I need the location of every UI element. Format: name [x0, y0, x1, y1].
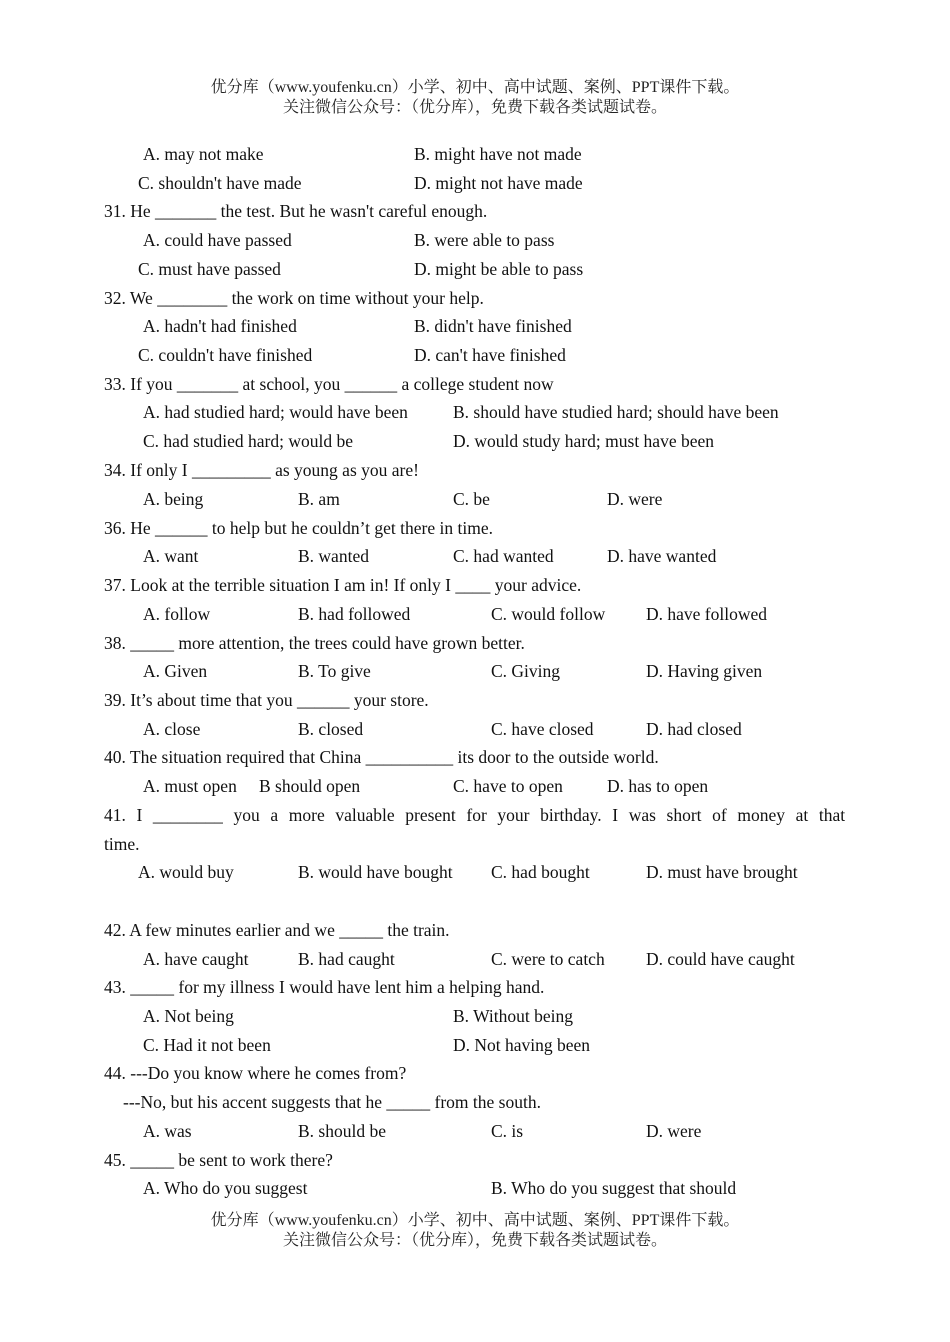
- option-a: A. was: [143, 1121, 192, 1141]
- option-a: A. have caught: [143, 949, 249, 969]
- option-a: A. close: [143, 719, 201, 739]
- option-c: C. be: [453, 489, 490, 509]
- option-c: C. Had it not been: [143, 1035, 271, 1055]
- stem-word: money: [737, 805, 785, 825]
- option-a: A. may not make: [143, 144, 264, 164]
- footer-line-2: 关注微信公众号：（优分库），免费下载各类试题试卷。: [282, 1232, 667, 1249]
- option-c: C. Giving: [491, 661, 561, 681]
- stem-word: birthday.: [540, 805, 602, 825]
- stem-word: more: [288, 805, 325, 825]
- option-d: D. might be able to pass: [414, 259, 584, 279]
- option-b: B. were able to pass: [414, 230, 555, 250]
- stem-word: ________: [152, 805, 223, 825]
- question-stem: 37. Look at the terrible situation I am in! If only I ____ your advice.: [104, 575, 582, 595]
- option-b: B. To give: [298, 661, 371, 681]
- stem-word: was: [628, 805, 656, 825]
- option-c: C. had wanted: [453, 546, 554, 566]
- option-a: A. follow: [143, 604, 211, 624]
- option-b: B. wanted: [298, 546, 369, 566]
- option-b: B. should have studied hard; should have been: [453, 402, 779, 422]
- stem-word: 41.: [104, 805, 126, 825]
- option-d: D. can't have finished: [414, 345, 566, 365]
- option-b: B. am: [298, 489, 340, 509]
- option-d: D. could have caught: [646, 949, 795, 969]
- question-stem: 33. If you _______ at school, you ______ a college student now: [104, 374, 554, 394]
- question-stem-reply: ---No, but his accent suggests that he _____ from the south.: [123, 1092, 541, 1112]
- option-b: B. had caught: [298, 949, 395, 969]
- stem-word: valuable: [335, 805, 395, 825]
- option-c: C. had studied hard; would be: [143, 431, 353, 451]
- option-c: C. is: [491, 1121, 524, 1141]
- option-b: B should open: [259, 776, 361, 796]
- question-stem: 40. The situation required that China __________ its door to the outside world.: [104, 747, 659, 767]
- option-d: D. Having given: [646, 661, 763, 681]
- question-stem: 31. He _______ the test. But he wasn't careful enough.: [104, 201, 488, 221]
- question-stem: 43. _____ for my illness I would have lent him a helping hand.: [104, 977, 545, 997]
- question-stem: 39. It’s about time that you ______ your store.: [104, 690, 429, 710]
- option-a: A. want: [143, 546, 199, 566]
- question-stem: 44. ---Do you know where he comes from?: [104, 1063, 407, 1083]
- option-d: D. have followed: [646, 604, 768, 624]
- option-d: D. were: [646, 1121, 702, 1141]
- option-c: C. would follow: [491, 604, 606, 624]
- stem-word: short: [666, 805, 702, 825]
- option-d: D. had closed: [646, 719, 742, 739]
- option-c: C. shouldn't have made: [138, 173, 302, 193]
- option-a: A. had studied hard; would have been: [143, 402, 408, 422]
- stem-word: present: [405, 805, 456, 825]
- header-line-1: 优分库（www.youfenku.cn）小学、初中、高中试题、案例、PPT课件下载。: [210, 79, 740, 96]
- option-b: B. had followed: [298, 604, 411, 624]
- option-d: D. might not have made: [414, 173, 583, 193]
- option-c: C. have to open: [453, 776, 563, 796]
- option-a: A. hadn't had finished: [143, 316, 297, 336]
- stem-word: of: [712, 805, 727, 825]
- question-stem-continued: time.: [104, 834, 140, 854]
- option-d: D. have wanted: [607, 546, 717, 566]
- option-a: A. Not being: [143, 1006, 234, 1026]
- question-stem: 42. A few minutes earlier and we _____ the train.: [104, 920, 450, 940]
- footer-line-1: 优分库（www.youfenku.cn）小学、初中、高中试题、案例、PPT课件下载。: [210, 1212, 740, 1229]
- question-stem: [104, 804, 845, 826]
- option-d: D. Not having been: [453, 1035, 591, 1055]
- question-stem: 34. If only I _________ as young as you are!: [104, 460, 419, 480]
- stem-word: I: [136, 805, 143, 825]
- option-b: B. Without being: [453, 1006, 574, 1026]
- stem-word: your: [497, 805, 530, 825]
- option-b: B. Who do you suggest that should: [491, 1178, 737, 1198]
- option-a: A. must open: [143, 776, 237, 796]
- question-stem: 45. _____ be sent to work there?: [104, 1150, 333, 1170]
- option-b: B. should be: [298, 1121, 386, 1141]
- option-a: A. Given: [143, 661, 208, 681]
- header-line-2: 关注微信公众号：（优分库），免费下载各类试题试卷。: [282, 99, 667, 116]
- option-d: D. has to open: [607, 776, 709, 796]
- option-a: A. being: [143, 489, 204, 509]
- question-stem: 36. He ______ to help but he couldn’t get there in time.: [104, 518, 493, 538]
- stem-word: a: [270, 805, 279, 825]
- option-a: A. Who do you suggest: [143, 1178, 308, 1198]
- stem-word: at: [795, 805, 809, 825]
- question-stem: 38. _____ more attention, the trees could have grown better.: [104, 633, 525, 653]
- stem-word: I: [612, 805, 619, 825]
- stem-word: that: [818, 805, 846, 825]
- option-c: C. must have passed: [138, 259, 281, 279]
- option-a: A. would buy: [138, 862, 234, 882]
- stem-word: you: [233, 805, 260, 825]
- option-d: D. were: [607, 489, 663, 509]
- option-b: B. didn't have finished: [414, 316, 572, 336]
- question-stem: 32. We ________ the work on time without your help.: [104, 288, 484, 308]
- option-c: C. couldn't have finished: [138, 345, 313, 365]
- option-c: C. have closed: [491, 719, 594, 739]
- option-b: B. might have not made: [414, 144, 582, 164]
- option-d: D. must have brought: [646, 862, 798, 882]
- option-c: C. had bought: [491, 862, 590, 882]
- option-c: C. were to catch: [491, 949, 605, 969]
- stem-word: for: [466, 805, 487, 825]
- option-a: A. could have passed: [143, 230, 292, 250]
- option-d: D. would study hard; must have been: [453, 431, 714, 451]
- option-b: B. closed: [298, 719, 364, 739]
- option-b: B. would have bought: [298, 862, 453, 882]
